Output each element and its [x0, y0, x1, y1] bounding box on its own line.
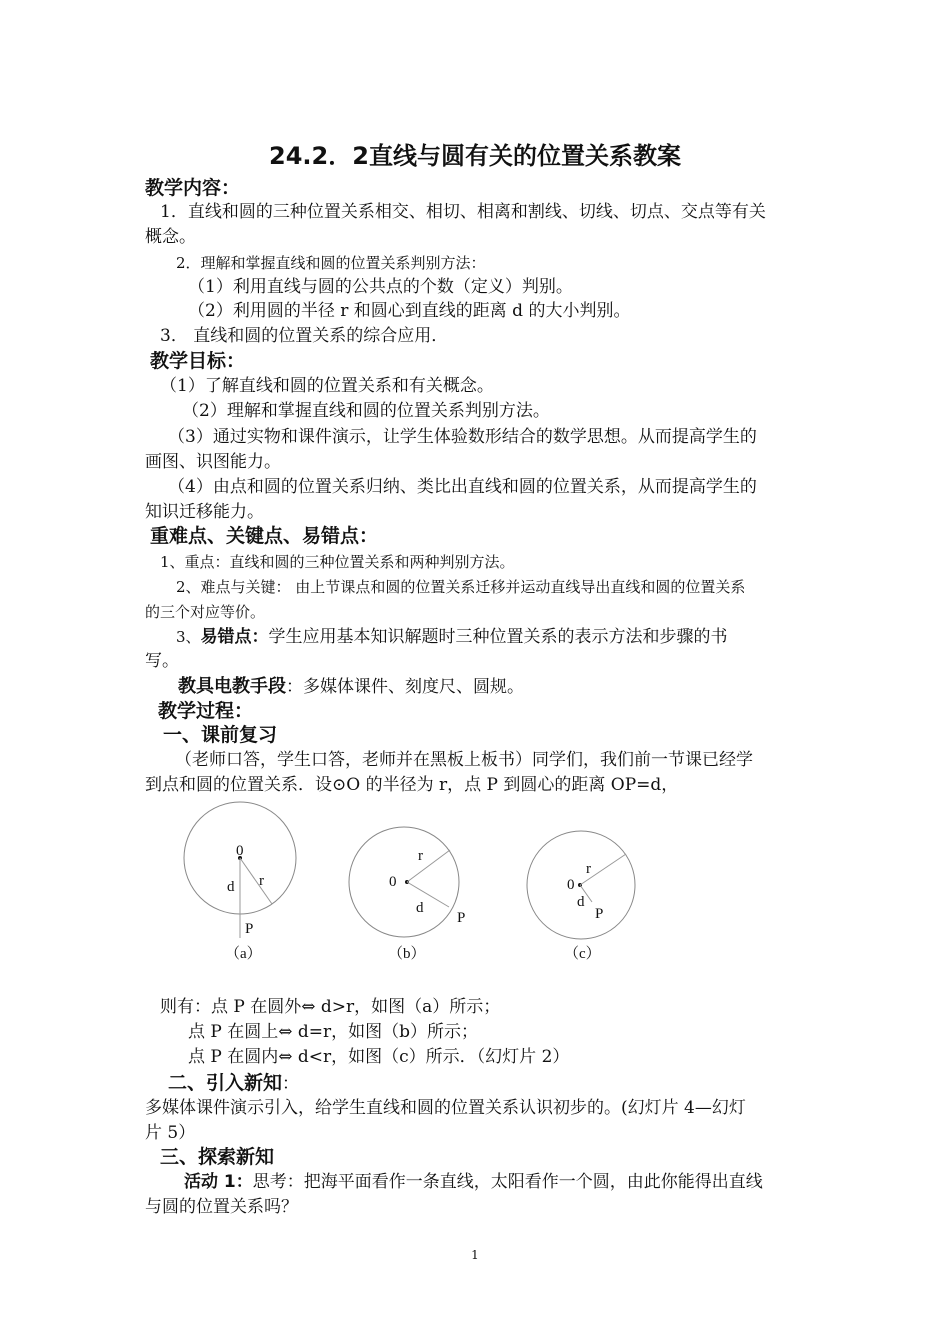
circle-figures	[160, 800, 680, 975]
paragraph-line	[178, 676, 524, 698]
center-label: 0	[389, 874, 397, 890]
section-heading-content: 教学内容：	[145, 177, 241, 199]
paragraph-line: 写。	[145, 651, 179, 671]
d-label: d	[227, 879, 235, 895]
paragraph-line: 多媒体课件演示引入，给学生直线和圆的位置关系认识初步的。(幻灯片 4—幻灯	[145, 1098, 746, 1118]
segment-r	[240, 858, 272, 904]
paragraph-line: 3． 直线和圆的位置关系的综合应用．	[160, 326, 449, 346]
inline-label: 易错点：	[200, 627, 269, 647]
page-number: 1	[471, 1248, 479, 1262]
paragraph-line: （老师口答，学生口答，老师并在黑板上板书）同学们，我们前一节课已经学	[175, 750, 753, 770]
paragraph-line: 2．理解和掌握直线和圆的位置关系判别方法：	[176, 254, 486, 272]
section-heading-goals: 教学目标：	[150, 350, 246, 372]
paragraph-line: 1．直线和圆的三种位置关系相交、相切、相离和割线、切线、切点、交点等有关	[160, 202, 766, 222]
paragraph-line: 2、难点与关键： 由上节课点和圆的位置关系迁移并运动直线导出直线和圆的位置关系	[176, 578, 746, 596]
figure-a	[184, 802, 296, 962]
caption-a: （a）	[225, 946, 262, 962]
inline-text: 学生应用基本知识解题时三种位置关系的表示方法和步骤的书	[268, 627, 728, 647]
paragraph-line: 知识迁移能力。	[145, 502, 264, 522]
r-label: r	[418, 848, 423, 864]
r-label: r	[259, 873, 264, 889]
p-label: P	[457, 910, 466, 926]
paragraph-line: 与圆的位置关系吗？	[145, 1197, 298, 1217]
paragraph-line: 点 P 在圆上⇔ d=r，如图（b）所示；	[188, 1022, 479, 1042]
inline-label: 活动 1：	[184, 1172, 253, 1192]
section-heading-process: 教学过程：	[158, 700, 254, 722]
paragraph-line: （1）了解直线和圆的位置关系和有关概念。	[160, 376, 494, 396]
heading-text: 二、引入新知	[168, 1072, 283, 1094]
p-label: P	[595, 906, 604, 922]
segment-d	[407, 882, 449, 907]
center-label: 0	[567, 877, 575, 893]
paragraph-line	[184, 1171, 763, 1193]
d-label: d	[416, 900, 424, 916]
paragraph-line: 的三个对应等价。	[145, 603, 266, 621]
inline-label: 教具电教手段	[178, 676, 286, 697]
paragraph-line: （4）由点和圆的位置关系归纳、类比出直线和圆的位置关系，从而提高学生的	[168, 477, 757, 497]
page-title: 24.2．2直线与圆有关的位置关系教案	[269, 142, 681, 170]
figure-c	[527, 831, 635, 962]
r-label: r	[586, 861, 591, 877]
paragraph-line: 1、重点：直线和圆的三种位置关系和两种判别方法。	[160, 553, 515, 571]
caption-c: （c）	[564, 946, 601, 962]
subsection-heading	[168, 1072, 299, 1095]
circle	[349, 827, 459, 937]
segment-r	[407, 850, 450, 882]
center-label: 0	[236, 843, 244, 859]
section-heading-keypoints: 重难点、关键点、易错点：	[150, 525, 379, 547]
paragraph-line: （1）利用直线与圆的公共点的个数（定义）判别。	[188, 277, 573, 297]
paragraph-line: 概念。	[145, 227, 196, 247]
paragraph-line: 点 P 在圆内⇔ d<r，如图（c）所示．（幻灯片 2）	[188, 1047, 570, 1067]
p-label: P	[245, 921, 254, 937]
paragraph-line: （2）利用圆的半径 r 和圆心到直线的距离 d 的大小判别。	[188, 301, 631, 321]
d-label: d	[577, 894, 585, 910]
caption-b: （b）	[388, 946, 426, 962]
heading-colon: ：	[282, 1074, 300, 1094]
paragraph-line	[176, 626, 728, 648]
paragraph-line: 则有：点 P 在圆外⇔ d>r，如图（a）所示；	[160, 997, 501, 1017]
paragraph-line: 片 5）	[145, 1123, 196, 1143]
paragraph-line: 到点和圆的位置关系．设⊙O 的半径为 r，点 P 到圆心的距离 OP=d，	[145, 775, 679, 795]
inline-text: 思考：把海平面看作一条直线，太阳看作一个圆，由此你能得出直线	[252, 1172, 763, 1192]
figure-b	[349, 827, 465, 962]
paragraph-line: （2）理解和掌握直线和圆的位置关系判别方法。	[182, 401, 550, 421]
list-number: 3、	[176, 628, 201, 646]
paragraph-line: 画图、识图能力。	[145, 452, 281, 472]
inline-text: ：多媒体课件、刻度尺、圆规。	[286, 677, 524, 697]
subsection-heading: 一、课前复习	[163, 724, 278, 746]
subsection-heading: 三、探索新知	[160, 1146, 275, 1168]
paragraph-line: （3）通过实物和课件演示，让学生体验数形结合的数学思想。从而提高学生的	[168, 427, 757, 447]
